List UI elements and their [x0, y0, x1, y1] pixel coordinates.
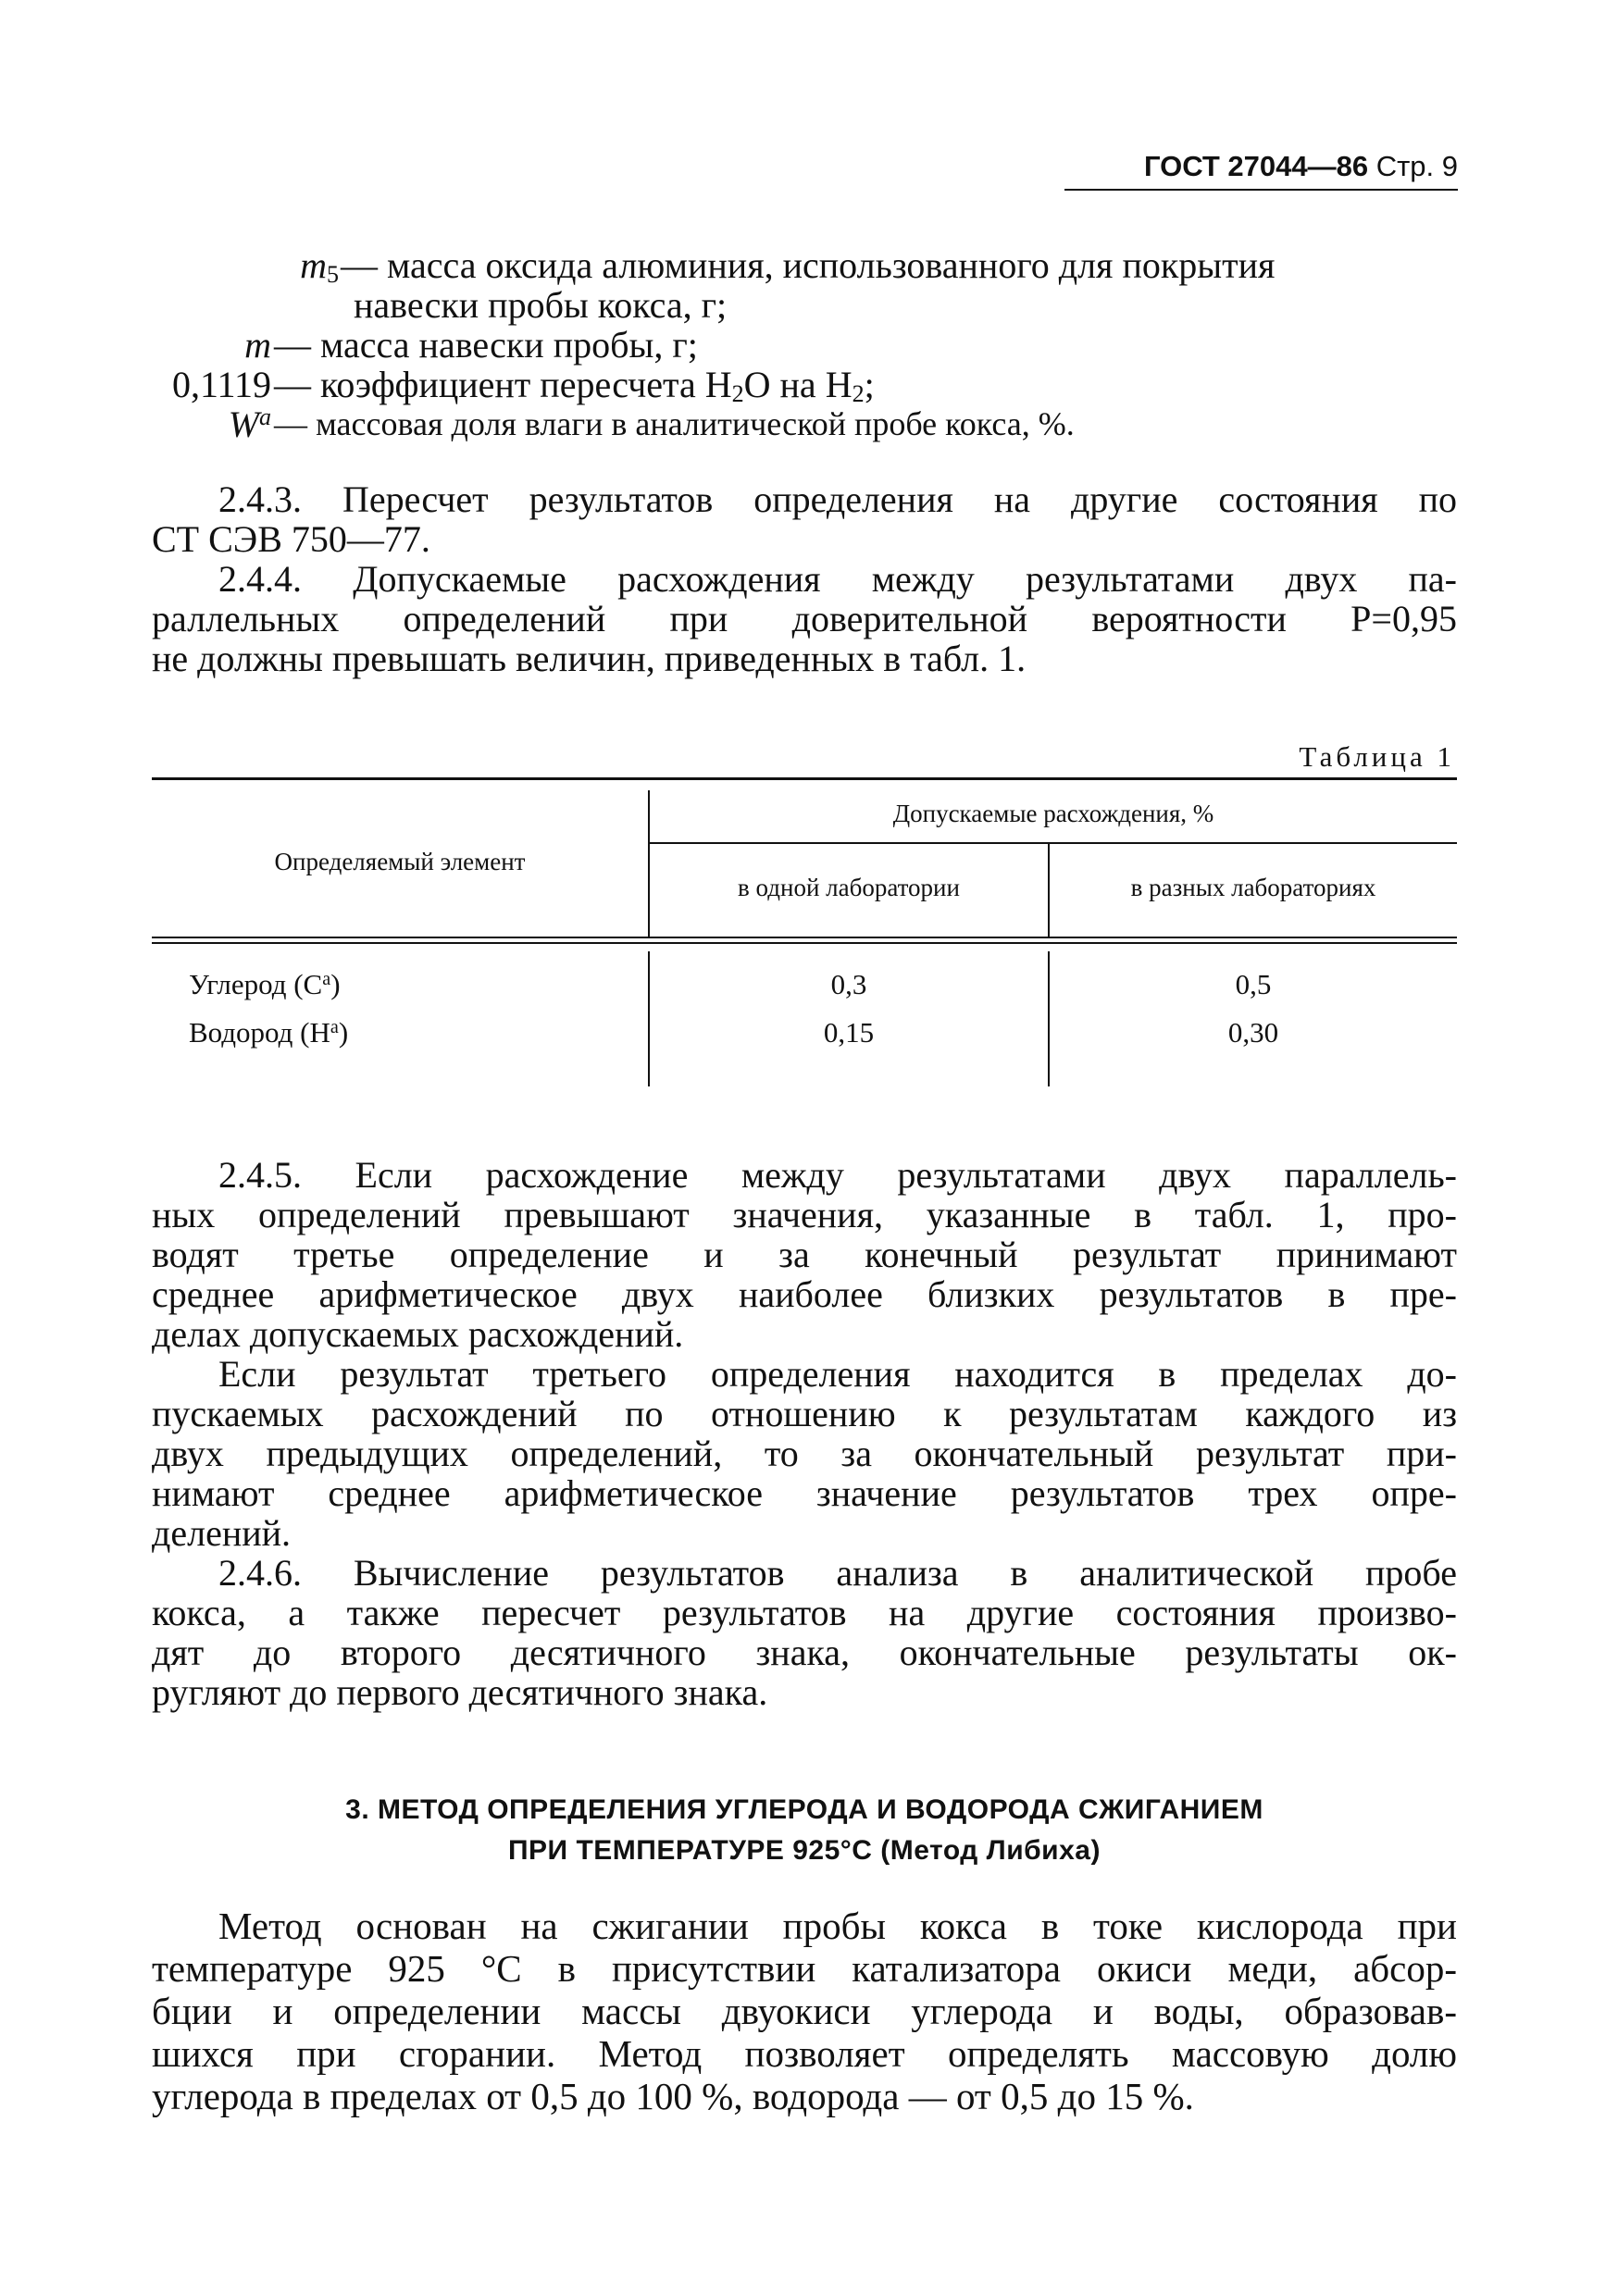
definition-m: m — масса навески пробы, г; — [244, 324, 698, 366]
table-row-hydrogen-diff-labs: 0,30 — [1227, 1016, 1279, 1049]
table-head-rule-2 — [152, 942, 1457, 944]
paragraph-2-4-5-2-4-6: 2.4.5. Если расхождение между результатами двух параллель- ных определений превышают значения, указанные в табл. 1, про- водят третье определение и за конечный результат принимают среднее арифметическое двух наиболее близких результатов в пре- делах допускаемых расхождений. Если результат третьего определения находится в пределах до- пускаемых расхождений по отношению к результатам каждого из двух предыдущих определений, то за окончательный результат при- нимают среднее арифметическое значение результатов трех опре- делений. 2.4.6. Вычисление результатов анализа в аналитической пробе кокса, а также пересчет результатов на другие состояния произво- дят до второго десятичного знака, окончательные результаты ок- ругляют до первого десятичного знака. — [152, 1154, 1457, 1713]
table-top-rule — [152, 777, 1457, 780]
header-one-lab: в одной лаборатории — [738, 874, 960, 901]
table-caption: Таблица 1 — [1299, 740, 1455, 773]
page-header — [1064, 150, 1458, 191]
table-group-rule — [650, 842, 1457, 844]
definition-m5: $m_5$ — масса оксида алюминия, использованного для покрытия — [300, 244, 1276, 289]
section-3-title: 3. МЕТОД ОПРЕДЕЛЕНИЯ УГЛЕРОДА И ВОДОРОДА СЖИГАНИЕМ ПРИ ТЕМПЕРАТУРЕ 925°С (Метод Либиха) — [345, 1794, 1263, 1866]
standard-number: ГОСТ 27044—86 — [1143, 150, 1369, 182]
page-number: Стр. 9 — [1375, 150, 1458, 182]
tolerance-table — [152, 777, 1457, 1092]
header-element: Определяемый элемент — [274, 848, 526, 875]
table-row-carbon-element: Углерод $(С^a)$ — [189, 968, 341, 1000]
header-diff-labs: в разных лабораториях — [1130, 874, 1376, 901]
table-row-hydrogen-one-lab: 0,15 — [823, 1016, 875, 1049]
table-row-hydrogen-element: Водород $(Н^a)$ — [189, 1016, 349, 1049]
table-head-rule-1 — [152, 937, 1457, 938]
table-row-carbon-one-lab: 0,3 — [830, 968, 867, 1000]
paragraph-2-4-4: 2.4.4. Допускаемые расхождения между результатами двух па- раллельных определений при доверительной вероятности P=0,95 не должны превышать величин, приведенных в табл. 1. — [152, 558, 1457, 679]
definition-coefficient: 0,1119 — коэффициент пересчета $H_2O$ на $H_2$; — [171, 364, 875, 408]
definitions-list: $m_5$ — масса оксида алюминия, использованного для покрытия навески пробы кокса, г; m — масса навески пробы, г; 0,1119 — коэффициент пересчета $H_2O$ на $H_2$; $W^a$ — массовая доля влаги в аналитической пробе кокса, %. — [0, 245, 1618, 444]
definition-wa: $W^a$ — массовая доля влаги в аналитической пробе кокса, %. — [228, 403, 1075, 445]
section-3-paragraph: Метод основан на сжигании пробы кокса в токе кислорода при температуре 925 °С в присутствии катализатора окиси меди, абсор- бции и определении массы двуокиси углерода и воды, образовав- шихся при сгорании. Метод позволяет определять массовую долю углерода в пределах от 0,5 до 100 %, водорода — от 0,5 до 15 %. — [152, 1905, 1457, 2117]
table-row-carbon-diff-labs: 0,5 — [1235, 968, 1272, 1000]
paragraph-2-4-3: 2.4.3. Пересчет результатов определения на другие состояния по СТ СЭВ 750—77. — [152, 478, 1457, 560]
header-tolerances: Допускаемые расхождения, % — [892, 800, 1214, 827]
